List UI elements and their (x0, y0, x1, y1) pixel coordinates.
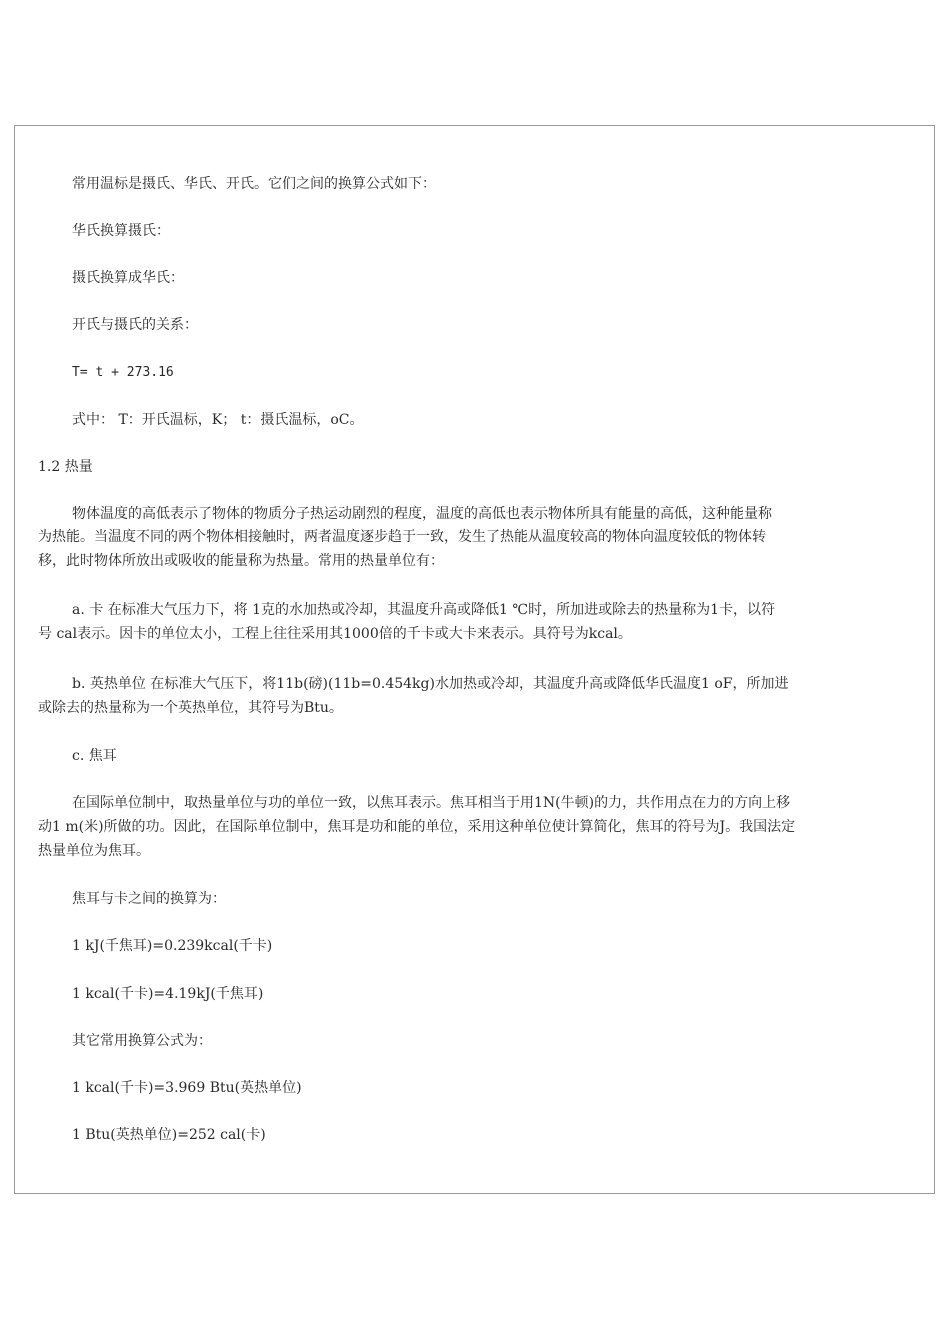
conversion-btu-cal: 1 Btu(英热单位)=252 cal(卡) (72, 1127, 266, 1143)
conversion-kcal-kj: 1 kcal(千卡)=4.19kJ(千焦耳) (72, 986, 264, 1002)
paragraph-joule-line-2: 动1 m(米)所做的功。因此，在国际单位制中，焦耳是功和能的单位，采用这种单位使计算简化，焦耳的符号为J。我国法定 (38, 819, 796, 835)
conversion-kcal-btu: 1 kcal(千卡)=3.969 Btu(英热单位) (72, 1080, 302, 1096)
paragraph-heat-line-1: 物体温度的高低表示了物体的物质分子热运动剧烈的程度，温度的高低也表示物体所具有能量的高低，这种能量称 (72, 506, 772, 522)
conversion-intro: 焦耳与卡之间的换算为： (72, 891, 226, 907)
paragraph-joule-line-1: 在国际单位制中，取热量单位与功的单位一致，以焦耳表示。焦耳相当于用1N(牛顿)的力，共作用点在力的方向上移 (72, 795, 791, 811)
paragraph-btu-line-2: 或除去的热量称为一个英热单位，其符号为Btu。 (38, 700, 343, 716)
formula-label-k-c: 开氏与摄氏的关系： (72, 317, 198, 333)
paragraph-calorie-line-1: a. 卡 在标准大气压力下，将 1克的水加热或冷却，其温度升高或降低1 ℃时，所加进或除去的热量称为1卡，以符 (72, 602, 775, 618)
formula-label-f-to-c: 华氏换算摄氏： (72, 223, 170, 239)
paragraph-heat-line-3: 移，此时物体所放出或吸收的能量称为热量。常用的热量单位有： (38, 553, 444, 569)
other-conversions-intro: 其它常用换算公式为： (72, 1033, 212, 1049)
formula-legend: 式中： T：开氏温标，K； t：摄氏温标，oC。 (72, 412, 364, 428)
section-heading: 1.2 热量 (38, 459, 93, 475)
joule-heading: c. 焦耳 (72, 748, 117, 764)
formula-label-c-to-f: 摄氏换算成华氏： (72, 270, 184, 286)
paragraph-joule-line-3: 热量单位为焦耳。 (38, 843, 150, 859)
paragraph-btu-line-1: b. 英热单位 在标准大气压下，将11b(磅)(11b=0.454kg)水加热或冷却，其温度升高或降低华氏温度1 oF，所加进 (72, 676, 789, 692)
paragraph-calorie-line-2: 号 cal表示。因卡的单位太小，工程上往往采用其1000倍的千卡或大卡来表示。具符号为kcal。 (38, 626, 632, 642)
paragraph-heat-line-2: 为热能。当温度不同的两个物体相接触时，两者温度逐步趋于一致，发生了热能从温度较高的物体向温度较低的物体转 (38, 529, 766, 545)
kelvin-formula: T= t + 273.16 (72, 365, 174, 380)
intro-text: 常用温标是摄氏、华氏、开氏。它们之间的换算公式如下： (72, 176, 436, 192)
conversion-kj-kcal: 1 kJ(千焦耳)=0.239kcal(千卡) (72, 938, 273, 954)
